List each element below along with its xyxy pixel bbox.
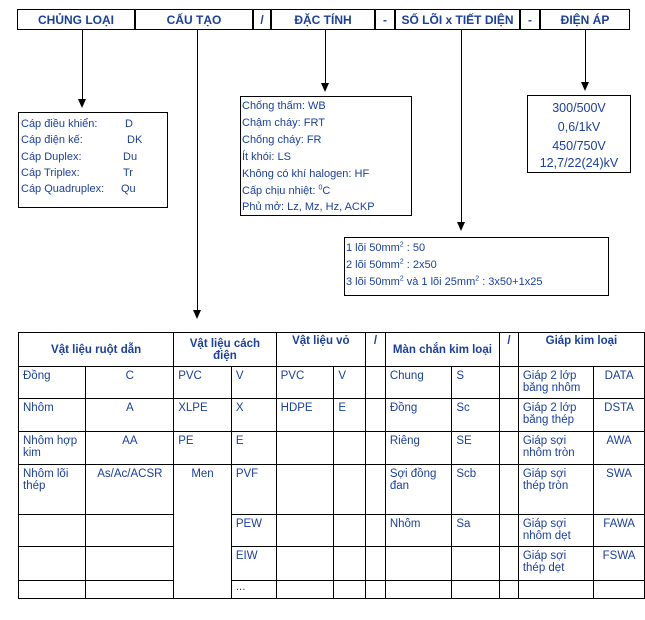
header-dash-1-label: - <box>383 12 387 27</box>
cell-empty <box>500 399 519 432</box>
cell-empty <box>276 547 334 581</box>
voltage-0-6-1: 0,6/1kV <box>557 120 601 134</box>
voltage-12-7-22: 12,7/22(24)kV <box>539 156 619 170</box>
cable-type-label-5: Cáp Quadruplex: <box>21 183 105 195</box>
cell-empty <box>366 399 386 432</box>
cell-empty <box>594 581 645 599</box>
cell-empty <box>276 581 334 599</box>
header-giap: Giáp kim loại <box>518 333 644 367</box>
cell-armour: Giáp sợi nhôm tròn <box>518 432 593 465</box>
cell-armour: Giáp sợi thép tròn <box>518 465 593 515</box>
cell-empty <box>500 432 519 465</box>
cell-insulation-code: PVF <box>231 465 276 515</box>
cell-screen-code: Scb <box>452 465 500 515</box>
cell-screen-code: S <box>452 367 500 399</box>
arrow-head-cau-tao <box>193 310 201 319</box>
header-so-loi-label: SỐ LÕI x TIẾT DIỆN <box>401 12 514 27</box>
cell-empty <box>276 465 334 515</box>
cell-insulation: Men <box>174 465 232 599</box>
header-so-loi <box>395 9 520 30</box>
header-man-chan: Màn chắn kim loại <box>385 333 499 367</box>
header-dash-2-label: - <box>528 12 532 27</box>
cell-empty <box>366 515 386 547</box>
property-heat-class-text: Cấp chịu nhiệt: <box>242 185 319 197</box>
cell-empty <box>366 581 386 599</box>
arrow-head-dac-tinh <box>321 83 329 92</box>
cell-empty <box>19 581 86 599</box>
properties-box <box>240 96 412 216</box>
table-row <box>19 465 645 515</box>
table-row <box>19 367 645 399</box>
cell-empty <box>385 581 452 599</box>
header-slash-1: / <box>366 333 386 367</box>
cell-conductor-code: As/Ac/ACSR <box>86 465 174 515</box>
cell-screen: Riêng <box>385 432 452 465</box>
cores-box <box>344 237 609 296</box>
core-row-2-a: 2 lõi 50mm <box>346 259 400 271</box>
voltage-box <box>527 95 631 173</box>
header-dien-ap-label: ĐIỆN ÁP <box>560 12 610 27</box>
property-heat-class <box>242 185 330 197</box>
cell-empty <box>366 465 386 515</box>
header-dac-tinh <box>271 9 375 30</box>
arrow-head-chung-loai <box>78 99 86 108</box>
cell-empty <box>86 515 174 547</box>
header-slash-2: / <box>500 333 519 367</box>
cell-empty <box>366 367 386 399</box>
cell-conductor-code: C <box>86 367 174 399</box>
arrow-line-dien-ap <box>585 30 586 83</box>
cell-empty <box>86 547 174 581</box>
cell-screen: Chung <box>385 367 452 399</box>
cell-empty <box>276 515 334 547</box>
cell-empty <box>19 547 86 581</box>
cell-armour: Giáp sợi nhôm dẹt <box>518 515 593 547</box>
header-dien-ap <box>540 9 630 30</box>
cell-empty <box>500 547 519 581</box>
header-cau-tao <box>135 9 253 30</box>
cell-empty <box>452 581 500 599</box>
cell-conductor: Nhôm lõi thép <box>19 465 86 515</box>
property-fire-resistant: Chống cháy: FR <box>242 134 322 146</box>
table-row <box>19 515 645 547</box>
cable-type-label-1: Cáp điều khiển: <box>21 118 98 130</box>
table-header-row <box>19 333 645 367</box>
arrow-head-dien-ap <box>581 82 589 91</box>
cell-insulation: XLPE <box>174 399 232 432</box>
cell-insulation-code: E <box>231 432 276 465</box>
property-waterproof: Chống thấm: WB <box>242 100 326 112</box>
cell-empty <box>518 581 593 599</box>
cell-empty <box>276 432 334 465</box>
cell-armour-code: DSTA <box>594 399 645 432</box>
cell-screen-code: Sa <box>452 515 500 547</box>
header-slash-label: / <box>260 12 264 27</box>
cable-type-box <box>18 112 168 208</box>
arrow-line-so-loi <box>461 30 462 223</box>
core-row-1-a: 1 lõi 50mm <box>346 242 400 254</box>
property-halogen-free: Không có khí halogen: HF <box>242 168 370 180</box>
materials-table <box>18 332 645 599</box>
cell-insulation-code: PEW <box>231 515 276 547</box>
core-row-3-sup-1: 2 <box>399 275 404 283</box>
cell-armour-code: FAWA <box>594 515 645 547</box>
table-row <box>19 581 645 599</box>
cell-sheath-code: V <box>334 367 366 399</box>
header-cau-tao-label: CẤU TẠO <box>166 12 222 27</box>
core-row-1-b: : 50 <box>403 242 426 254</box>
cell-armour-code: AWA <box>594 432 645 465</box>
cell-empty <box>334 432 366 465</box>
core-row-3-sup-2: 2 <box>475 275 480 283</box>
cell-armour: Giáp 2 lớp băng thép <box>518 399 593 432</box>
core-row-2 <box>346 259 437 271</box>
header-dac-tinh-label: ĐẶC TÍNH <box>294 12 352 27</box>
property-heat-class-degree: 0 <box>318 184 323 192</box>
core-row-3-b: và 1 lõi 25mm <box>403 276 476 288</box>
cable-type-code-5: Qu <box>121 183 136 195</box>
header-cach-dien: Vật liệu cách điện <box>174 333 276 367</box>
cable-type-code-3: Du <box>123 151 138 163</box>
cell-empty <box>19 515 86 547</box>
cell-screen: Nhôm <box>385 515 452 547</box>
cell-empty <box>500 465 519 515</box>
cell-empty <box>334 581 366 599</box>
cable-type-code-1: D <box>125 118 133 130</box>
core-row-2-b: : 2x50 <box>403 259 437 271</box>
cell-conductor-code: A <box>86 399 174 432</box>
voltage-450-750: 450/750V <box>552 139 606 153</box>
property-grease: Phủ mở: Lz, Mz, Hz, ACKP <box>242 201 375 213</box>
cell-conductor: Nhôm hợp kim <box>19 432 86 465</box>
cable-type-code-4: Tr <box>123 167 133 179</box>
cell-empty <box>500 515 519 547</box>
cell-armour: Giáp 2 lớp băng nhôm <box>518 367 593 399</box>
cell-screen: Đồng <box>385 399 452 432</box>
arrow-line-cau-tao <box>197 30 198 311</box>
voltage-300-500: 300/500V <box>552 101 606 115</box>
cell-insulation: PVC <box>174 367 232 399</box>
cell-empty <box>500 367 519 399</box>
core-row-2-sup: 2 <box>399 258 404 266</box>
cell-sheath: HDPE <box>276 399 334 432</box>
cell-insulation: PE <box>174 432 232 465</box>
header-dash-1 <box>375 9 395 30</box>
cable-type-label-3: Cáp Duplex: <box>21 151 82 163</box>
cell-insulation-code: X <box>231 399 276 432</box>
header-vo: Vật liệu vỏ <box>276 333 365 367</box>
cell-conductor: Nhôm <box>19 399 86 432</box>
cell-conductor-code: AA <box>86 432 174 465</box>
header-chung-loai <box>17 9 135 30</box>
header-ruot-dan: Vật liệu ruột dẫn <box>19 333 174 367</box>
cell-armour-code: FSWA <box>594 547 645 581</box>
cable-type-label-2: Cáp điện kế: <box>21 134 83 146</box>
cell-armour-code: SWA <box>594 465 645 515</box>
cell-empty <box>500 581 519 599</box>
header-dash-2 <box>520 9 540 30</box>
property-heat-class-unit: C <box>322 185 331 197</box>
cell-armour: Giáp sợi thép dẹt <box>518 547 593 581</box>
cell-empty <box>334 465 366 515</box>
cell-empty <box>334 515 366 547</box>
cell-empty <box>334 547 366 581</box>
property-flame-retardant: Chậm cháy: FRT <box>242 117 325 129</box>
cell-insulation-code: V <box>231 367 276 399</box>
core-row-3-a: 3 lõi 50mm <box>346 276 400 288</box>
cell-insulation-code: EIW <box>231 547 276 581</box>
cable-type-code-2: DK <box>127 134 143 146</box>
cell-sheath-code: E <box>334 399 366 432</box>
core-row-1-sup: 2 <box>399 241 404 249</box>
header-slash <box>253 9 271 30</box>
core-row-3-c: : 3x50+1x25 <box>479 276 543 288</box>
core-row-1 <box>346 242 425 254</box>
table-row <box>19 432 645 465</box>
arrow-head-so-loi <box>457 222 465 231</box>
cable-type-label-4: Cáp Triplex: <box>21 167 80 179</box>
cell-empty <box>366 547 386 581</box>
arrow-line-chung-loai <box>82 30 83 100</box>
table-row <box>19 547 645 581</box>
cell-armour-code: DATA <box>594 367 645 399</box>
cell-conductor: Đồng <box>19 367 86 399</box>
cell-insulation-code: ... <box>231 581 276 599</box>
cell-screen-code: SE <box>452 432 500 465</box>
core-row-3 <box>346 276 542 288</box>
cell-empty <box>86 581 174 599</box>
cell-empty <box>385 547 452 581</box>
table-row <box>19 399 645 432</box>
cell-screen: Sợi đồng đan <box>385 465 452 515</box>
cell-sheath: PVC <box>276 367 334 399</box>
property-low-smoke: Ít khói: LS <box>242 151 291 163</box>
cell-screen-code: Sc <box>452 399 500 432</box>
cell-empty <box>366 432 386 465</box>
cell-empty <box>452 547 500 581</box>
header-chung-loai-label: CHỦNG LOẠI <box>38 12 114 27</box>
arrow-line-dac-tinh <box>325 30 326 84</box>
